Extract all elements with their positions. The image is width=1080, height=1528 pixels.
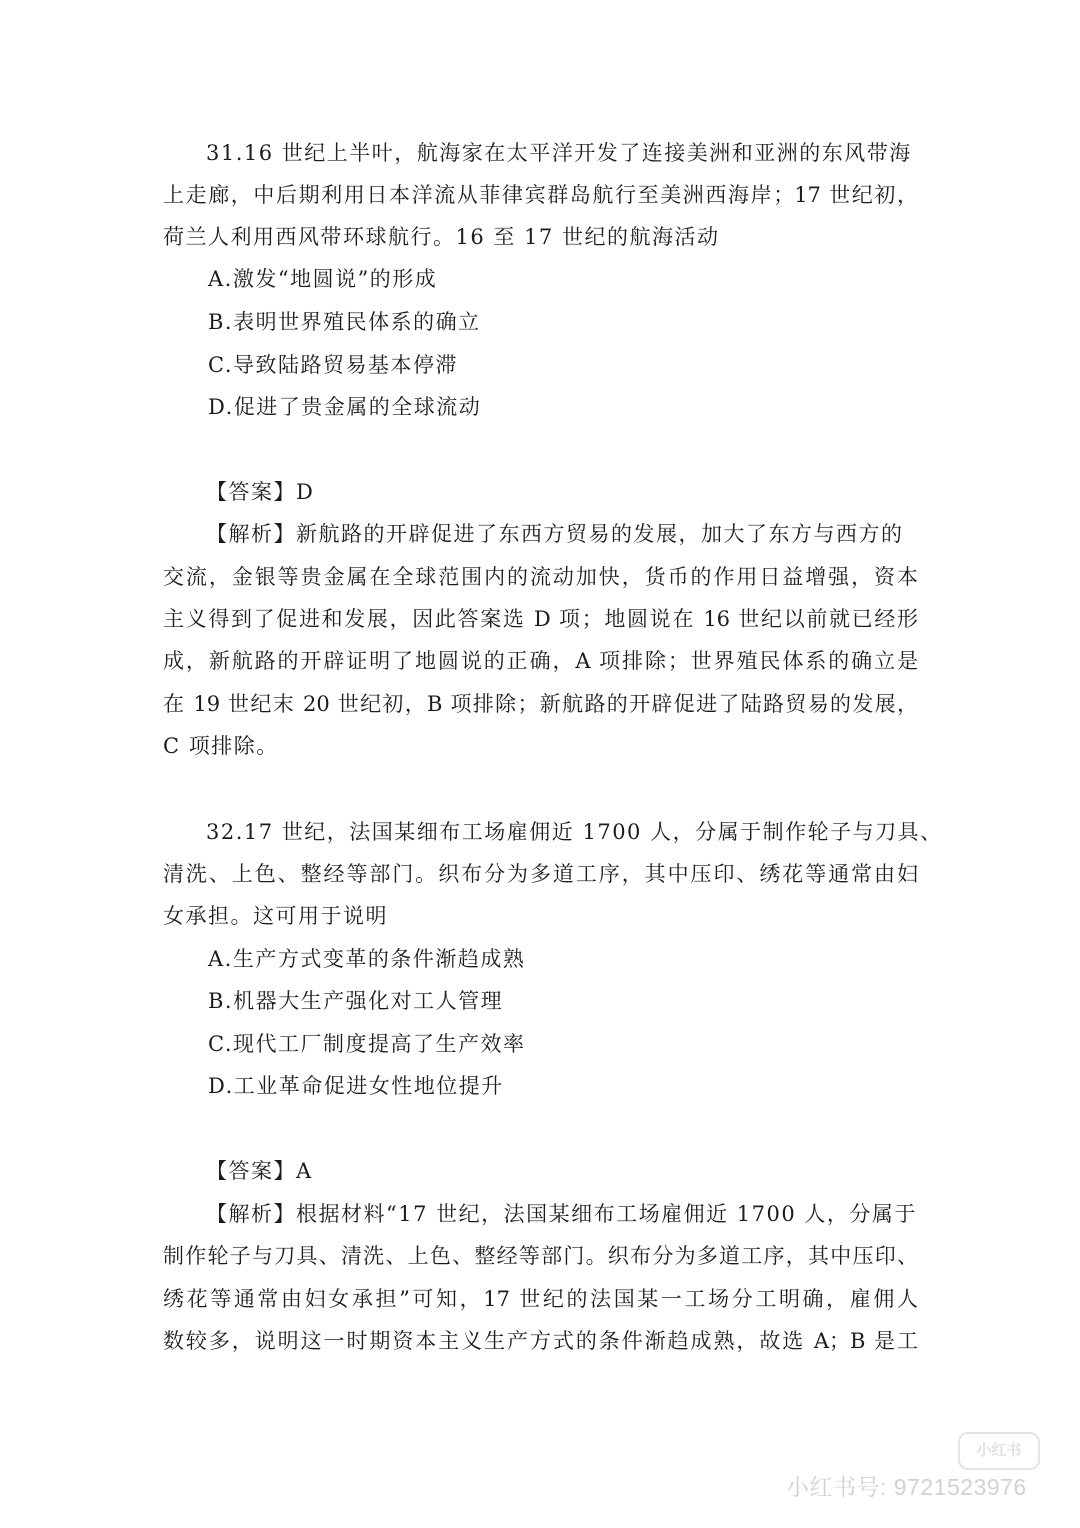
- q32-stem-line: 32.17 世纪，法国某细布工场雇佣近 1700 人，分属于制作轮子与刀具、: [206, 820, 943, 844]
- watermark-logo: 小红书: [958, 1432, 1040, 1470]
- q31-analysis-line: 在 19 世纪末 20 世纪初，B 项排除；新航路的开辟促进了陆路贸易的发展，: [163, 692, 918, 716]
- q31-analysis-line: 成，新航路的开辟证明了地圆说的正确，A 项排除；世界殖民体系的确立是: [163, 649, 918, 673]
- q31-stem-line: 31.16 世纪上半叶，航海家在太平洋开发了连接美洲和亚洲的东风带海: [206, 141, 912, 165]
- q31-analysis-line: 主义得到了促进和发展，因此答案选 D 项；地圆说在 16 世纪以前就已经形: [163, 607, 918, 631]
- q31-option-b: B.表明世界殖民体系的确立: [208, 310, 481, 334]
- q32-option-d: D.工业革命促进女性地位提升: [208, 1074, 504, 1098]
- q31-option-a: A.激发“地圆说”的形成: [208, 267, 438, 291]
- q31-analysis-line: 【解析】新航路的开辟促进了东西方贸易的发展，加大了东方与西方的: [206, 522, 904, 546]
- q31-stem-line: 上走廊，中后期利用日本洋流从菲律宾群岛航行至美洲西海岸；17 世纪初，: [163, 183, 918, 207]
- q32-analysis-line: 数较多，说明这一时期资本主义生产方式的条件渐趋成熟，故选 A；B 是工: [163, 1329, 918, 1353]
- q32-answer: 【答案】A: [206, 1159, 313, 1183]
- q32-stem-line: 清洗、上色、整经等部门。织布分为多道工序，其中压印、绣花等通常由妇: [163, 862, 918, 886]
- q32-stem-line: 女承担。这可用于说明: [163, 904, 388, 928]
- q32-option-a: A.生产方式变革的条件渐趋成熟: [208, 947, 526, 971]
- q32-option-c: C.现代工厂制度提高了生产效率: [208, 1032, 526, 1056]
- q32-analysis-line: 【解析】根据材料“17 世纪，法国某细布工场雇佣近 1700 人，分属于: [206, 1202, 917, 1226]
- q31-option-d: D.促进了贵金属的全球流动: [208, 395, 482, 419]
- q31-analysis-line: 交流，金银等贵金属在全球范围内的流动加快，货币的作用日益增强，资本: [163, 565, 918, 589]
- q31-analysis-line: C 项排除。: [163, 734, 279, 758]
- q31-option-c: C.导致陆路贸易基本停滞: [208, 353, 458, 377]
- q32-analysis-line: 绣花等通常由妇女承担”可知，17 世纪的法国某一工场分工明确，雇佣人: [163, 1287, 918, 1311]
- q31-answer: 【答案】D: [206, 480, 315, 504]
- q32-analysis-line: 制作轮子与刀具、清洗、上色、整经等部门。织布分为多道工序，其中压印、: [163, 1244, 918, 1268]
- watermark-id: 小红书号: 9721523976: [786, 1474, 1027, 1500]
- q32-option-b: B.机器大生产强化对工人管理: [208, 989, 504, 1013]
- q31-stem-line: 荷兰人利用西风带环球航行。16 至 17 世纪的航海活动: [163, 225, 720, 249]
